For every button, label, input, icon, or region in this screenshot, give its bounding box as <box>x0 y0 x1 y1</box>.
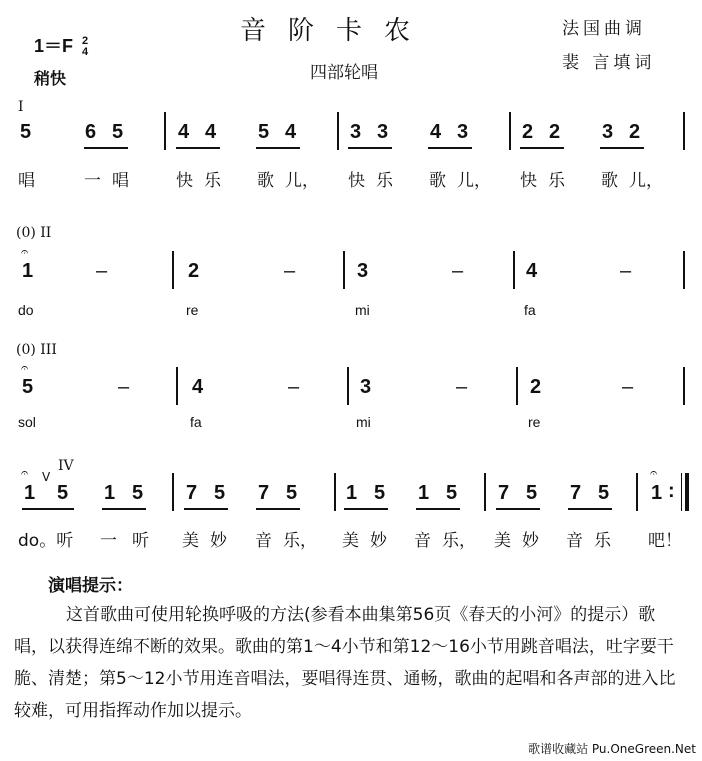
note: 5 <box>374 482 386 504</box>
note: 2 <box>549 121 561 143</box>
barline <box>176 367 178 405</box>
dash: – <box>620 260 632 282</box>
barline <box>484 473 486 511</box>
note: 5 <box>22 376 34 398</box>
song-subtitle: 四部轮唱 <box>310 63 378 83</box>
lyric: 音 <box>414 531 431 551</box>
barline <box>683 251 685 289</box>
lyric: 一 <box>100 531 117 551</box>
lyric: 乐 <box>594 531 611 551</box>
note: 3 <box>357 260 369 282</box>
lyric: 妙 <box>210 531 227 551</box>
fermata-icon: 𝄐 <box>21 466 29 481</box>
note: 1 <box>104 482 116 504</box>
note: 5 <box>286 482 298 504</box>
barline <box>347 367 349 405</box>
lyric: 快 <box>348 171 365 191</box>
time-bottom: 4 <box>82 46 89 59</box>
lyric: 一 <box>84 171 101 191</box>
note: 2 <box>530 376 542 398</box>
lyric: 乐 <box>204 171 221 191</box>
lyric: 乐 <box>376 171 393 191</box>
note: 7 <box>498 482 510 504</box>
note: 5 <box>214 482 226 504</box>
note: 4 <box>178 121 190 143</box>
fermata-icon: 𝄐 <box>650 466 658 481</box>
solfa-lyric: mi <box>355 302 370 318</box>
key-text: 1＝F <box>34 36 74 56</box>
lyric: 快 <box>520 171 537 191</box>
barline <box>683 112 685 150</box>
solfa-lyric: fa <box>190 414 202 430</box>
lyric: 妙 <box>370 531 387 551</box>
note: 1 <box>651 482 663 504</box>
note: 3 <box>350 121 362 143</box>
note: 7 <box>570 482 582 504</box>
note: 3 <box>602 121 614 143</box>
repeat-dots: : <box>668 480 675 502</box>
barline <box>334 473 336 511</box>
barline <box>172 473 174 511</box>
lyric: 乐 <box>548 171 565 191</box>
song-title: 音阶卡农 <box>240 16 433 46</box>
lyric: 歌 <box>601 171 618 191</box>
note: 5 <box>446 482 458 504</box>
barline <box>509 112 511 150</box>
note: 1 <box>346 482 358 504</box>
dash: – <box>96 260 108 282</box>
note: 4 <box>430 121 442 143</box>
time-signature <box>82 36 88 58</box>
fermata-icon: 𝄐 <box>21 361 29 376</box>
solfa-lyric: re <box>528 414 541 430</box>
note: 3 <box>360 376 372 398</box>
hints-paragraph: 这首歌曲可使用轮换呼吸的方法(参看本曲集第56页《春天的小河》的提示）歌唱，以获得连绵不断的效果。歌曲的第1～4小节和第12～16小节用跳音唱法，吐字要干脆、清楚；第5～12小节用连音唱法，要唱得连贯、通畅，歌曲的起唱和各声部的进入比较难，可用指挥动作加以提示。 <box>14 605 676 721</box>
solfa-lyric: mi <box>356 414 371 430</box>
part-label-1: I <box>18 99 24 115</box>
lyric: 音 <box>255 531 272 551</box>
barline <box>683 367 685 405</box>
solfa-lyric: re <box>186 302 199 318</box>
dash: – <box>118 376 130 398</box>
lyric: 音 <box>566 531 583 551</box>
hints-heading: 演唱提示： <box>48 576 133 596</box>
breath-mark: V <box>42 470 51 484</box>
note: 5 <box>258 121 270 143</box>
lyric: 歌 <box>257 171 274 191</box>
note: 5 <box>598 482 610 504</box>
dash: – <box>622 376 634 398</box>
note: 3 <box>457 121 469 143</box>
lyric: 美 <box>342 531 359 551</box>
lyric: do。听 <box>18 531 74 551</box>
part-label-3: (0) III <box>16 342 57 358</box>
note: 1 <box>418 482 430 504</box>
final-barline <box>685 473 689 511</box>
lyric: 唱 <box>18 171 35 191</box>
lyric: 乐， <box>442 531 476 551</box>
lyric: 歌 <box>429 171 446 191</box>
barline <box>513 251 515 289</box>
dash: – <box>288 376 300 398</box>
solfa-lyric: sol <box>18 414 36 430</box>
lyric: 听 <box>132 531 149 551</box>
site-watermark: 歌谱收藏站 Pu.OneGreen.Net <box>528 742 696 756</box>
key-signature <box>34 32 88 58</box>
lyric: 吧！ <box>648 531 682 551</box>
note: 6 <box>85 121 97 143</box>
note: 5 <box>57 482 69 504</box>
barline <box>164 112 166 150</box>
tempo-mark: 稍快 <box>34 69 67 88</box>
note: 2 <box>629 121 641 143</box>
barline <box>337 112 339 150</box>
fermata-icon: 𝄐 <box>21 245 29 260</box>
part-label-2: (0) II <box>16 225 52 241</box>
part-label-4: IV <box>58 458 74 474</box>
note: 1 <box>22 260 34 282</box>
note: 1 <box>24 482 36 504</box>
barline <box>343 251 345 289</box>
note: 5 <box>112 121 124 143</box>
lyric: 乐， <box>283 531 317 551</box>
solfa-lyric: do <box>18 302 34 318</box>
note: 4 <box>526 260 538 282</box>
barline <box>172 251 174 289</box>
note: 2 <box>522 121 534 143</box>
note: 7 <box>186 482 198 504</box>
dash: – <box>456 376 468 398</box>
note: 3 <box>377 121 389 143</box>
lyric: 儿， <box>629 171 663 191</box>
barline <box>636 473 638 511</box>
lyric: 美 <box>182 531 199 551</box>
lyric: 快 <box>176 171 193 191</box>
dash: – <box>452 260 464 282</box>
note: 7 <box>258 482 270 504</box>
note: 5 <box>132 482 144 504</box>
lyric: 美 <box>494 531 511 551</box>
lyricist-credit: 裴 言填词 <box>562 53 656 73</box>
note: 4 <box>205 121 217 143</box>
time-top: 2 <box>82 35 89 48</box>
lyric: 唱 <box>112 171 129 191</box>
note: 2 <box>188 260 200 282</box>
note: 4 <box>192 376 204 398</box>
barline <box>681 473 682 511</box>
note: 5 <box>20 121 32 143</box>
note: 4 <box>285 121 297 143</box>
barline <box>516 367 518 405</box>
note: 5 <box>526 482 538 504</box>
solfa-lyric: fa <box>524 302 536 318</box>
lyric: 妙 <box>522 531 539 551</box>
dash: – <box>284 260 296 282</box>
composer-credit: 法国曲调 <box>562 19 646 39</box>
lyric: 儿， <box>457 171 491 191</box>
lyric: 儿， <box>285 171 319 191</box>
